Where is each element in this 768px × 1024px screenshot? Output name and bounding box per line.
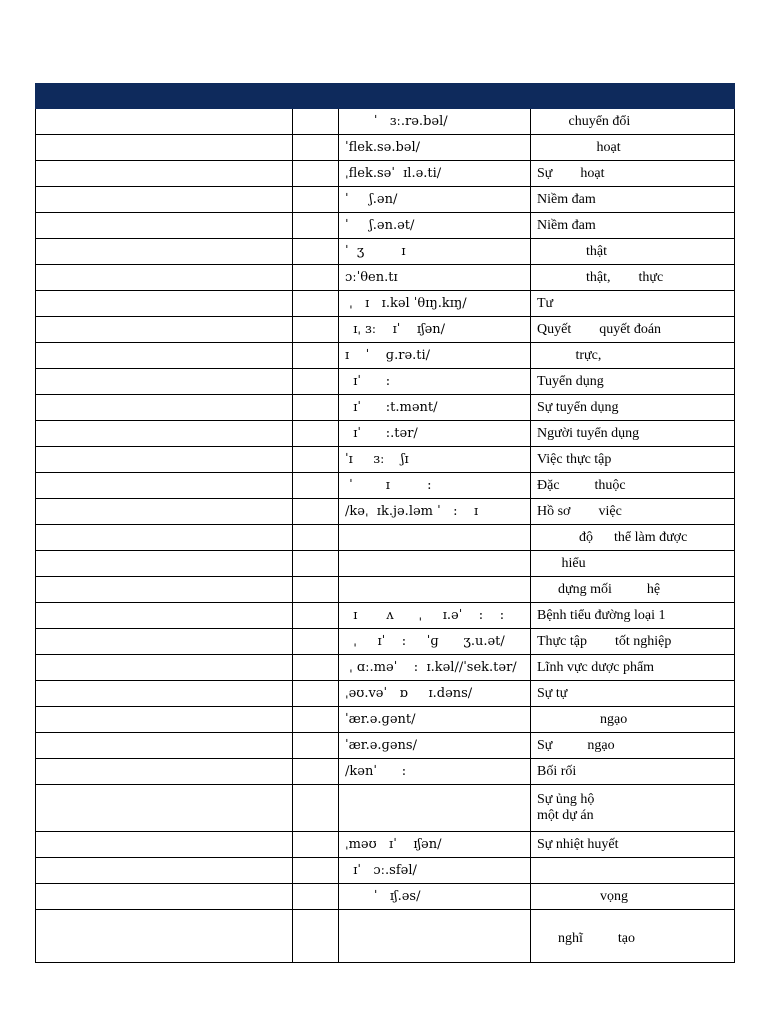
part-of-speech-cell	[293, 910, 339, 963]
ipa-cell: /kəˌ ɪk.jə.ləm ˈ : ɪ	[339, 499, 531, 525]
meaning-line: Bối rối	[537, 763, 577, 779]
meaning-line: hiểu	[537, 555, 586, 571]
meaning-line: Người tuyển dụng	[537, 425, 640, 441]
header-cell-ipa	[339, 84, 531, 109]
vocabulary-table	[35, 83, 735, 963]
meaning-cell	[531, 265, 735, 291]
part-of-speech-cell	[293, 161, 339, 187]
ipa-cell: ˌməʊ ɪˈ ɪʃən/	[339, 832, 531, 858]
header-cell-pos	[293, 84, 339, 109]
meaning-cell	[531, 343, 735, 369]
word-cell	[36, 577, 293, 603]
table-row	[36, 603, 735, 629]
table-row	[36, 910, 735, 963]
ipa-cell	[339, 785, 531, 832]
ipa-cell: ɔːˈθen.tɪ	[339, 265, 531, 291]
word-cell	[36, 343, 293, 369]
meaning-line: Thực tập tốt nghiệp	[537, 633, 672, 649]
table-row	[36, 265, 735, 291]
table-row	[36, 187, 735, 213]
word-cell	[36, 317, 293, 343]
meaning-line: vọng	[537, 888, 628, 904]
part-of-speech-cell	[293, 603, 339, 629]
word-cell	[36, 681, 293, 707]
table-row	[36, 447, 735, 473]
table-row	[36, 395, 735, 421]
part-of-speech-cell	[293, 187, 339, 213]
part-of-speech-cell	[293, 759, 339, 785]
table-row	[36, 109, 735, 135]
meaning-cell	[531, 109, 735, 135]
ipa-cell: ˌflek.səˈ ɪl.ə.ti/	[339, 161, 531, 187]
part-of-speech-cell	[293, 447, 339, 473]
part-of-speech-cell	[293, 681, 339, 707]
table-row	[36, 655, 735, 681]
header-cell-word	[36, 84, 293, 109]
meaning-line: Niềm đam	[537, 191, 596, 207]
word-cell	[36, 473, 293, 499]
part-of-speech-cell	[293, 239, 339, 265]
meaning-cell	[531, 629, 735, 655]
part-of-speech-cell	[293, 884, 339, 910]
meaning-line: Lĩnh vực dược phẩm	[537, 659, 655, 675]
meaning-line: Hồ sơ việc	[537, 503, 622, 519]
word-cell	[36, 629, 293, 655]
meaning-line: Sự tự	[537, 685, 568, 701]
word-cell	[36, 369, 293, 395]
meaning-line: chuyển đổi	[537, 113, 631, 129]
table-row	[36, 369, 735, 395]
meaning-cell	[531, 317, 735, 343]
word-cell	[36, 213, 293, 239]
meaning-line: trực,	[537, 347, 602, 363]
part-of-speech-cell	[293, 421, 339, 447]
meaning-cell	[531, 447, 735, 473]
ipa-cell	[339, 577, 531, 603]
table-row	[36, 421, 735, 447]
meaning-cell	[531, 681, 735, 707]
meaning-line: thật, thực	[537, 269, 664, 285]
part-of-speech-cell	[293, 733, 339, 759]
table-row	[36, 291, 735, 317]
table-row	[36, 551, 735, 577]
meaning-cell	[531, 551, 735, 577]
table-row	[36, 759, 735, 785]
vocabulary-table-body	[36, 84, 735, 963]
meaning-cell	[531, 910, 735, 963]
part-of-speech-cell	[293, 135, 339, 161]
meaning-cell	[531, 577, 735, 603]
meaning-line: Sự ngạo	[537, 737, 615, 753]
meaning-line: thật	[537, 243, 607, 259]
table-row	[36, 629, 735, 655]
meaning-cell	[531, 473, 735, 499]
meaning-line: Tư	[537, 295, 554, 311]
meaning-line: Sự ủng hộ	[537, 792, 595, 807]
ipa-cell	[339, 551, 531, 577]
ipa-cell: /kənˈ :	[339, 759, 531, 785]
word-cell	[36, 161, 293, 187]
word-cell	[36, 832, 293, 858]
word-cell	[36, 733, 293, 759]
part-of-speech-cell	[293, 655, 339, 681]
meaning-cell	[531, 603, 735, 629]
table-row	[36, 525, 735, 551]
ipa-cell: ˈ ɪʃ.əs/	[339, 884, 531, 910]
table-row	[36, 213, 735, 239]
word-cell	[36, 421, 293, 447]
table-row	[36, 785, 735, 832]
ipa-cell: ɪˈ :	[339, 369, 531, 395]
part-of-speech-cell	[293, 291, 339, 317]
meaning-line: Việc thực tập	[537, 451, 612, 467]
ipa-cell: ˈ ɜː.rə.bəl/	[339, 109, 531, 135]
word-cell	[36, 707, 293, 733]
meaning-cell	[531, 707, 735, 733]
word-cell	[36, 525, 293, 551]
part-of-speech-cell	[293, 858, 339, 884]
meaning-line: Quyết quyết đoán	[537, 321, 662, 337]
ipa-cell: ɪ ˈ ɡ.rə.ti/	[339, 343, 531, 369]
part-of-speech-cell	[293, 629, 339, 655]
ipa-cell: ɪˈ ɔː.sfəl/	[339, 858, 531, 884]
part-of-speech-cell	[293, 317, 339, 343]
meaning-cell	[531, 213, 735, 239]
word-cell	[36, 395, 293, 421]
meaning-line: dựng mối hệ	[537, 581, 661, 597]
ipa-cell: ˈflek.sə.bəl/	[339, 135, 531, 161]
ipa-cell: ɪˌ ɜː ɪˈ ɪʃən/	[339, 317, 531, 343]
header-cell-meaning	[531, 84, 735, 109]
part-of-speech-cell	[293, 369, 339, 395]
meaning-cell	[531, 655, 735, 681]
meaning-line: Đặc thuộc	[537, 477, 626, 493]
part-of-speech-cell	[293, 832, 339, 858]
table-row	[36, 577, 735, 603]
ipa-cell: ˌ ɪ ɪ.kəl ˈθɪŋ.kɪŋ/	[339, 291, 531, 317]
table-row	[36, 858, 735, 884]
part-of-speech-cell	[293, 707, 339, 733]
ipa-cell: ˈær.ə.ɡənt/	[339, 707, 531, 733]
meaning-cell	[531, 369, 735, 395]
meaning-line: Niềm đam	[537, 217, 596, 233]
word-cell	[36, 759, 293, 785]
ipa-cell: ˈ ɪ :	[339, 473, 531, 499]
table-row	[36, 473, 735, 499]
part-of-speech-cell	[293, 499, 339, 525]
word-cell	[36, 884, 293, 910]
table-header-row	[36, 84, 735, 109]
ipa-cell: ˈær.ə.ɡəns/	[339, 733, 531, 759]
part-of-speech-cell	[293, 473, 339, 499]
part-of-speech-cell	[293, 525, 339, 551]
ipa-cell	[339, 910, 531, 963]
ipa-cell: ɪ ʌ ˌ ɪ.əˈ : :	[339, 603, 531, 629]
meaning-cell	[531, 499, 735, 525]
ipa-cell: ˌ ɑː.məˈ : ɪ.kəl//ˈsek.tər/	[339, 655, 531, 681]
table-row	[36, 239, 735, 265]
word-cell	[36, 109, 293, 135]
word-cell	[36, 447, 293, 473]
ipa-cell: ˈ ʒ ɪ	[339, 239, 531, 265]
table-row	[36, 681, 735, 707]
meaning-cell	[531, 161, 735, 187]
table-row	[36, 884, 735, 910]
ipa-cell: ˈɪ ɜː ʃɪ	[339, 447, 531, 473]
table-row	[36, 343, 735, 369]
meaning-line: độ thể làm được	[537, 529, 688, 545]
ipa-cell: ɪˈ :t.mənt/	[339, 395, 531, 421]
table-row	[36, 832, 735, 858]
table-row	[36, 161, 735, 187]
meaning-cell	[531, 525, 735, 551]
word-cell	[36, 187, 293, 213]
meaning-line: Bệnh tiểu đường loại 1	[537, 607, 666, 623]
part-of-speech-cell	[293, 213, 339, 239]
word-cell	[36, 785, 293, 832]
ipa-cell: ˈ ʃ.ən/	[339, 187, 531, 213]
meaning-line: ngạo	[537, 711, 628, 727]
table-row	[36, 707, 735, 733]
ipa-cell: ɪˈ :.tər/	[339, 421, 531, 447]
meaning-cell	[531, 135, 735, 161]
table-row	[36, 499, 735, 525]
word-cell	[36, 551, 293, 577]
part-of-speech-cell	[293, 109, 339, 135]
word-cell	[36, 655, 293, 681]
meaning-line: nghĩ tạo	[537, 931, 635, 946]
meaning-cell	[531, 291, 735, 317]
word-cell	[36, 499, 293, 525]
word-cell	[36, 135, 293, 161]
word-cell	[36, 239, 293, 265]
table-row	[36, 135, 735, 161]
part-of-speech-cell	[293, 577, 339, 603]
meaning-line: hoạt	[537, 139, 621, 155]
word-cell	[36, 603, 293, 629]
part-of-speech-cell	[293, 785, 339, 832]
table-row	[36, 317, 735, 343]
ipa-cell	[339, 525, 531, 551]
meaning-cell	[531, 858, 735, 884]
meaning-cell	[531, 832, 735, 858]
word-cell	[36, 910, 293, 963]
meaning-line: Sự hoạt	[537, 165, 605, 181]
part-of-speech-cell	[293, 395, 339, 421]
ipa-cell: ˈ ʃ.ən.ət/	[339, 213, 531, 239]
meaning-cell	[531, 395, 735, 421]
table-row	[36, 733, 735, 759]
meaning-cell	[531, 187, 735, 213]
meaning-cell	[531, 884, 735, 910]
meaning-cell	[531, 759, 735, 785]
ipa-cell: ˌəʊ.vəˈ ɒ ɪ.dəns/	[339, 681, 531, 707]
part-of-speech-cell	[293, 551, 339, 577]
meaning-cell	[531, 421, 735, 447]
meaning-line: Sự nhiệt huyết	[537, 836, 619, 852]
part-of-speech-cell	[293, 265, 339, 291]
meaning-cell	[531, 733, 735, 759]
meaning-line: một dự án	[537, 808, 594, 823]
meaning-cell	[531, 785, 735, 832]
meaning-line: Sự tuyển dụng	[537, 399, 619, 415]
meaning-line: Tuyển dụng	[537, 373, 604, 389]
word-cell	[36, 265, 293, 291]
word-cell	[36, 858, 293, 884]
meaning-cell	[531, 239, 735, 265]
part-of-speech-cell	[293, 343, 339, 369]
ipa-cell: ˌ ɪˈ : ˈɡ ʒ.u.ət/	[339, 629, 531, 655]
word-cell	[36, 291, 293, 317]
